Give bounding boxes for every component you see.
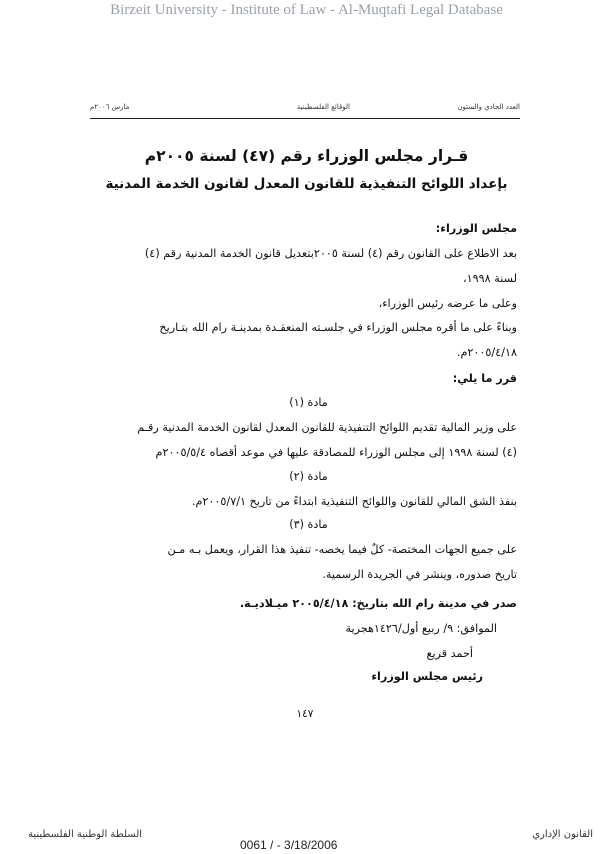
article-1-line-2: (٤) لسنة ١٩٩٨ إلى مجلس الوزراء للمصادقة عليها في موعد أقصاه ٢٠٠٥/٥/٤م [155, 446, 517, 459]
footer-doc-date: 0061 / - 3/18/2006 [240, 838, 338, 852]
preamble-line-1: بعد الاطلاع على القانون رقم (٤) لسنة ٢٠٠٥بتعديل قانون الخدمة المدنية رقم (٤) [144, 247, 517, 260]
decision-subtitle: بإعداد اللوائح التنفيذية للقانون المعدل لقانون الخدمة المدنية [105, 176, 508, 192]
article-1-line-1: على وزير المالية تقديم اللوائح التنفيذية للقانون المعدل لقانون الخدمة المدنية رقـم [137, 421, 517, 434]
article-2-line-1: بنفذ الشق المالي للقانون واللوائح التنفيذية ابتداءً من تاريخ ٢٠٠٥/٧/١م. [191, 495, 517, 508]
hijri-date: الموافق: ٩/ ربيع أول/١٤٢٦هجرية [345, 622, 497, 635]
running-header-date: مارس ٢٠٠٦م [90, 103, 130, 111]
preamble-heading: مجلس الوزراء: [435, 222, 517, 235]
footer-category: القانون الإداري [532, 829, 593, 840]
preamble-line-5: ٢٠٠٥/٤/١٨م. [456, 346, 517, 359]
article-3-title: مادة (٣) [289, 518, 328, 531]
article-3-line-2: تاريخ صدوره، وينشر في الجريدة الرسمية. [322, 568, 517, 581]
preamble-line-3: وعلى ما عرضه رئيس الوزراء، [378, 297, 517, 310]
signer-title: رئيس مجلس الوزراء [371, 670, 483, 683]
footer-authority: السلطة الوطنية الفلسطينية [28, 829, 143, 840]
database-banner: Birzeit University - Institute of Law - Al-Muqtafi Legal Database [110, 2, 503, 18]
running-header [90, 103, 520, 117]
article-1-title: مادة (١) [289, 396, 328, 409]
signer-name: أحمد قريع [426, 647, 473, 660]
article-3-line-1: على جميع الجهات المختصة- كلٌ فيما يخصه- تنفيذ هذا القرار، ويعمل بـه مـن [167, 543, 517, 556]
header-rule [90, 118, 520, 119]
issued-statement: صدر في مدينة رام الله بتاريخ: ٢٠٠٥/٤/١٨ ميـلاديـة. [239, 597, 517, 610]
preamble-line-2: لسنة ١٩٩٨، [463, 272, 517, 285]
preamble-line-4: وبناءً على ما أقره مجلس الوزراء في جلسـته المنعقـدة بمدينـة رام الله بتـاريخ [159, 321, 517, 334]
article-2-title: مادة (٢) [289, 470, 328, 483]
running-header-journal: الوقائع الفلسطينية [296, 103, 350, 111]
running-header-issue: العدد الحادي والستون [457, 103, 520, 111]
decision-title: قـرار مجلس الوزراء رقم (٤٧) لسنة ٢٠٠٥م [144, 147, 469, 165]
decided-heading: قرر ما يلي: [452, 372, 517, 385]
page-number: ١٤٧ [296, 708, 314, 720]
